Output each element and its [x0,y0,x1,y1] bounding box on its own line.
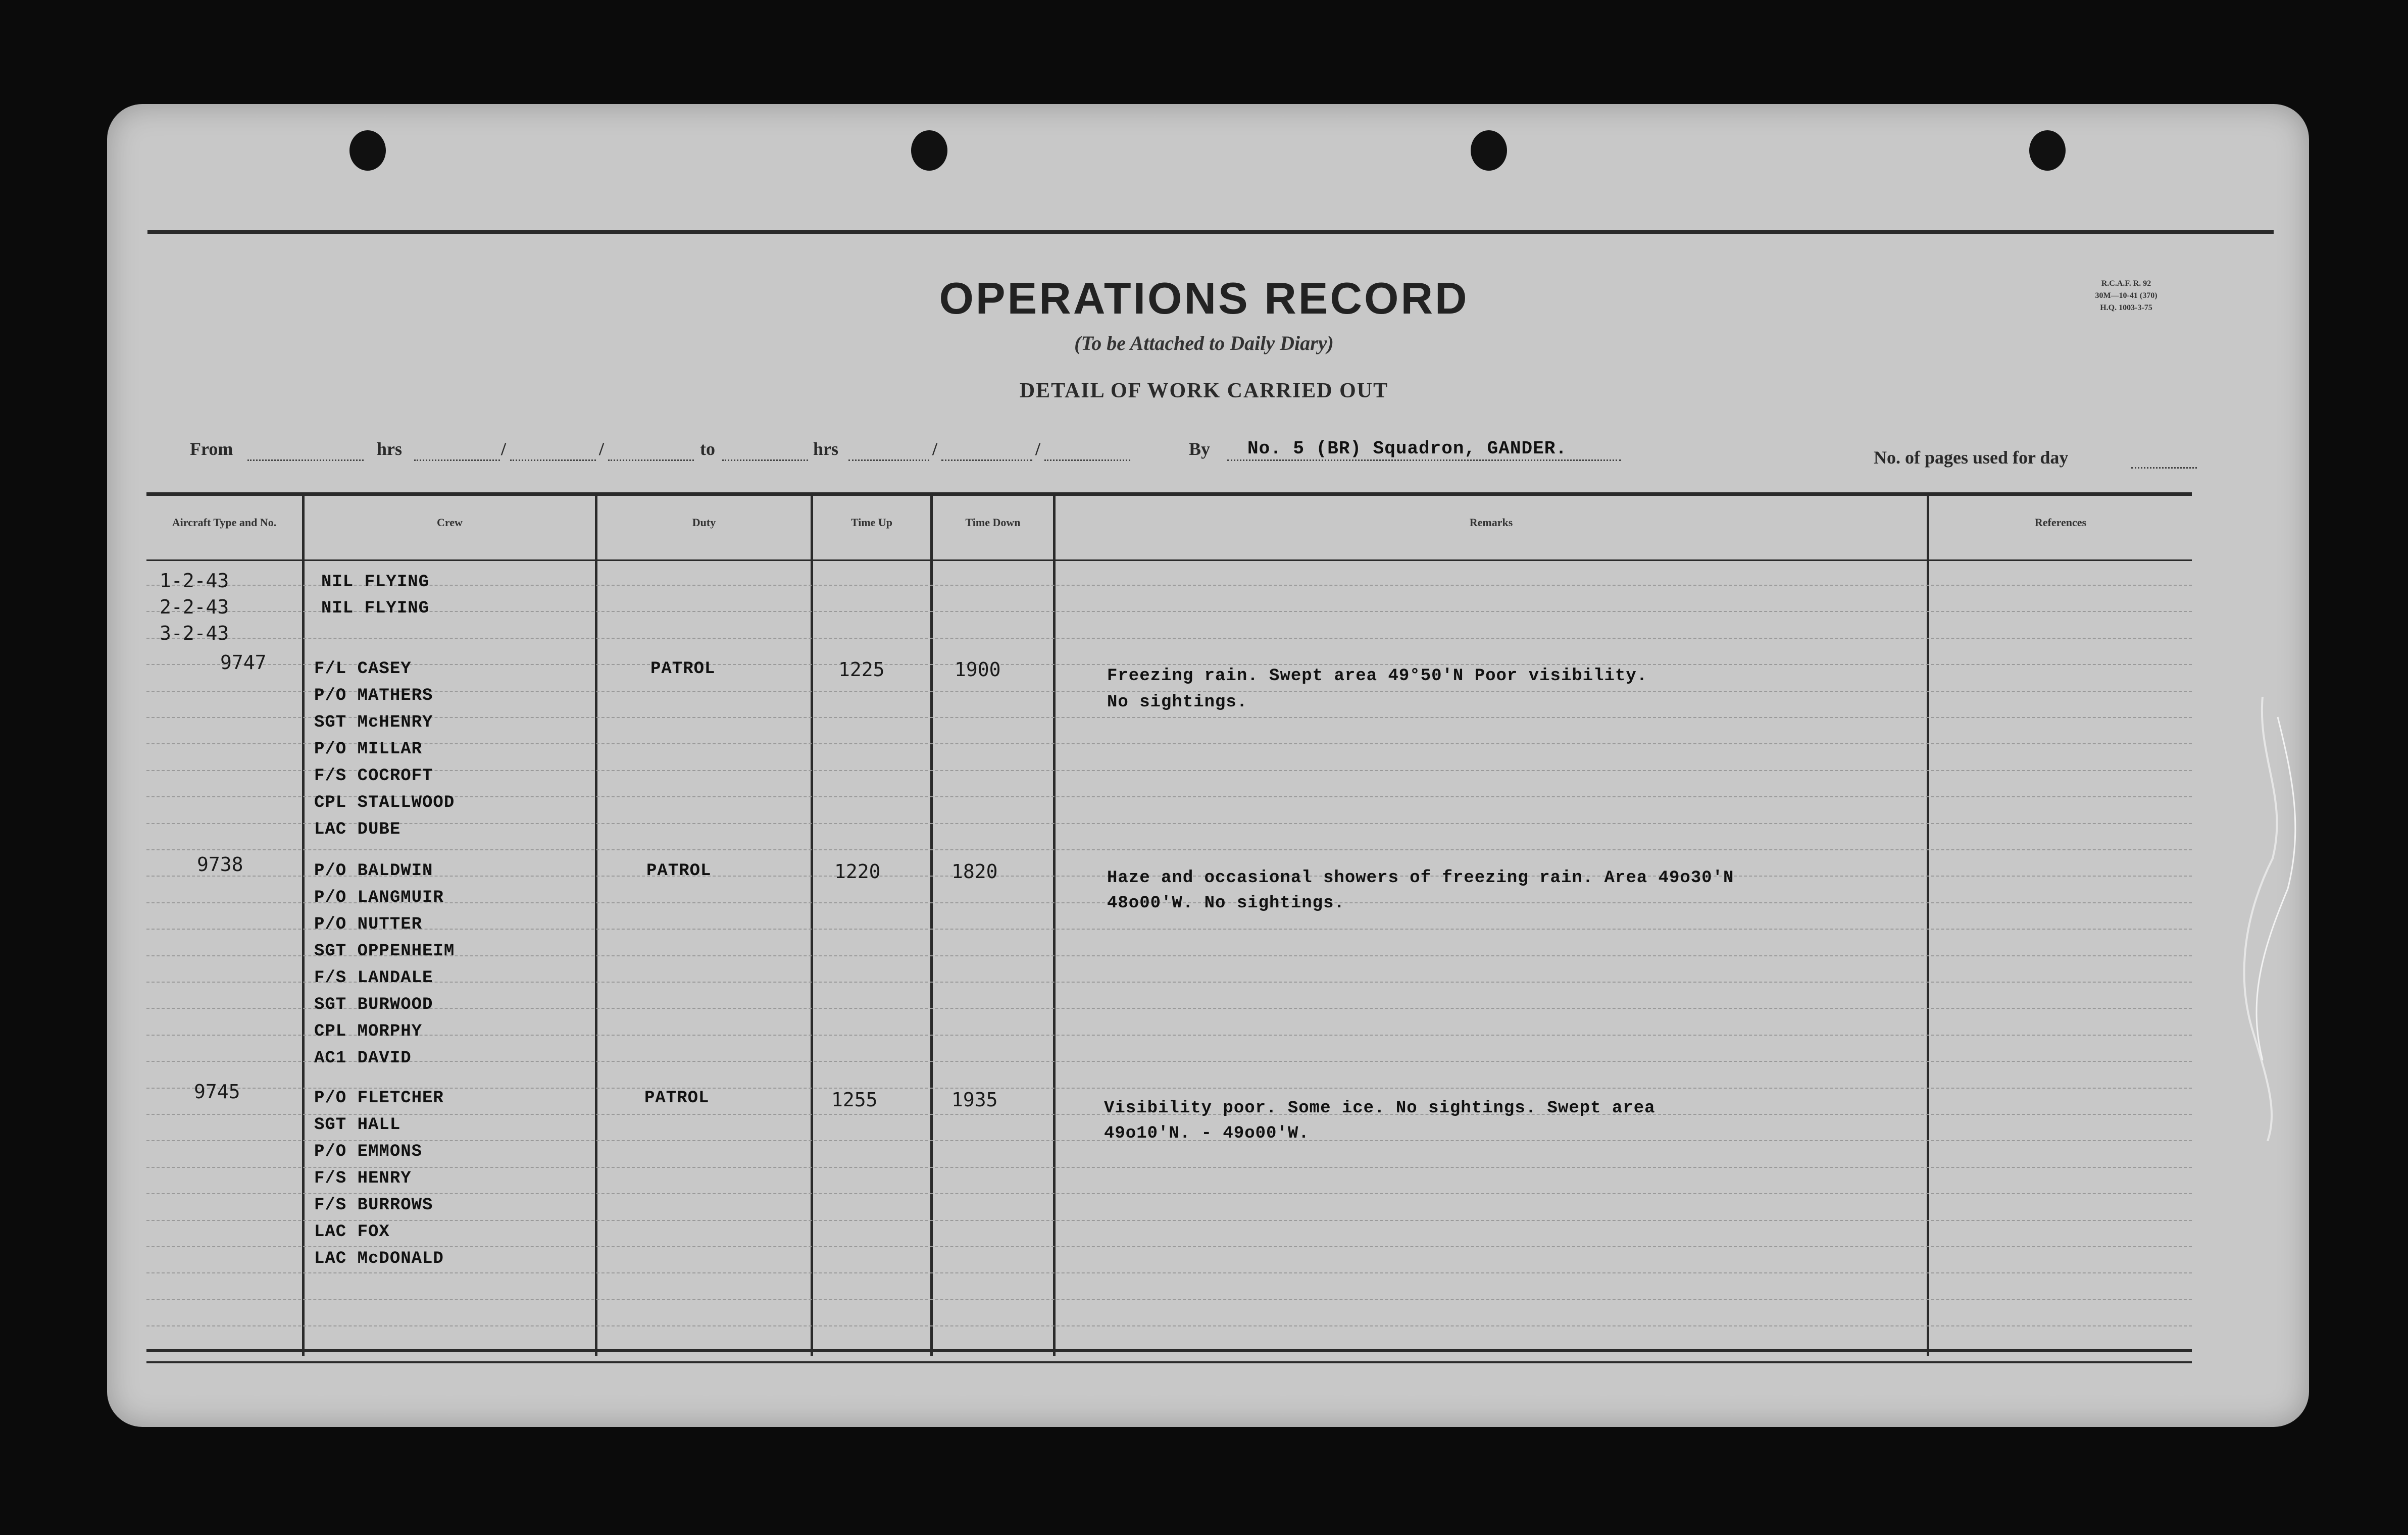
from-label: From [190,439,233,459]
crew-member: F/S BURROWS [314,1196,433,1215]
crew-member: F/S COCROFT [314,766,433,786]
to-label: to [700,439,715,459]
column-header-references: References [2034,516,2087,529]
form-code-line: R.C.A.F. R. 92 [2101,279,2151,288]
ruled-line [146,743,2192,744]
crew-member: P/O NUTTER [314,915,423,934]
crew-member: P/O EMMONS [314,1142,423,1161]
crew-member: F/S LANDALE [314,968,433,988]
slash: / [1035,439,1041,459]
column-header-remarks: Remarks [1469,516,1513,529]
crew-member: P/O MATHERS [314,686,433,705]
crew-member: CPL STALLWOOD [314,793,455,812]
ruled-line [146,982,2192,983]
hrs-label: hrs [813,439,839,459]
form-code [2050,278,2202,314]
column-header-time-down: Time Down [965,516,1021,529]
ruled-line [146,1035,2192,1036]
slash: / [932,439,938,459]
nil-flying-text: NIL FLYING [321,573,430,592]
day-blank [510,459,596,461]
time-down: 1935 [951,1089,998,1111]
punch-hole [349,130,386,171]
column-divider [302,492,305,1356]
ruled-line [146,1167,2192,1168]
nil-date: 3-2-43 [160,622,229,644]
punch-hole [911,130,947,171]
column-divider [1927,492,1929,1356]
ruled-line [146,691,2192,692]
crew-member: SGT HALL [314,1115,401,1135]
crew-member: LAC DUBE [314,820,401,839]
crew-member: SGT McHENRY [314,713,433,732]
column-header-crew: Crew [437,516,463,529]
aircraft-number: 9745 [194,1081,240,1103]
column-header-time-up: Time Up [850,516,893,529]
ruled-line [146,1299,2192,1300]
column-divider [595,492,597,1356]
ruled-line [146,1193,2192,1194]
ruled-line [146,1061,2192,1062]
crew-member: LAC FOX [314,1222,390,1242]
crew-member: F/S HENRY [314,1169,412,1188]
pages-blank [2131,467,2197,469]
ruled-line [146,1008,2192,1009]
time-up: 1225 [838,658,885,681]
remarks-line: 49o10'N. - 49o00'W. [1104,1124,1310,1143]
ruled-line [146,929,2192,930]
remarks-line: 48o00'W. No sightings. [1107,894,1345,913]
time-up: 1255 [831,1089,878,1111]
ruled-line [146,823,2192,824]
by-label: By [1189,439,1211,459]
duty: PATROL [646,861,712,881]
slash: / [501,439,507,459]
squadron-blank [1227,459,1621,461]
ruled-line [146,1325,2192,1326]
ruled-line [146,717,2192,718]
remarks-line: Haze and occasional showers of freezing rain. Area 49o30'N [1107,868,1734,888]
aircraft-number: 9747 [220,651,267,674]
ruled-line [146,638,2192,639]
nil-date: 2-2-43 [160,596,229,618]
crew-member: SGT OPPENHEIM [314,942,455,961]
time-down: 1820 [951,860,998,883]
ruled-line [146,664,2192,665]
remarks-line: Visibility poor. Some ice. No sightings. Swept area [1104,1099,1655,1118]
ruled-line [146,849,2192,850]
remarks-line: Freezing rain. Swept area 49°50'N Poor visibility. [1107,667,1648,686]
section-heading: DETAIL OF WORK CARRIED OUT [1019,379,1389,402]
ruled-line [146,1272,2192,1273]
hrs-blank [414,459,500,461]
punch-hole [2029,130,2066,171]
time-down: 1900 [955,658,1001,681]
month-blank [1044,459,1130,461]
aircraft-number: 9738 [197,853,243,876]
binding-string [2232,697,2308,1141]
nil-flying-text: NIL FLYING [321,599,430,618]
squadron-name: No. 5 (BR) Squadron, GANDER. [1247,438,1567,459]
header-underline [146,559,2192,561]
punch-hole [1471,130,1507,171]
to-blank [722,459,808,461]
crew-member: P/O BALDWIN [314,861,433,881]
crew-member: P/O LANGMUIR [314,888,444,907]
crew-member: CPL MORPHY [314,1022,423,1041]
column-divider [930,492,933,1356]
crew-member: P/O FLETCHER [314,1089,444,1108]
ruled-line [146,611,2192,612]
crew-member: AC1 DAVID [314,1049,412,1068]
form-code-line: 30M—10-41 (370) [2095,291,2158,300]
top-border-line [147,230,2274,234]
hrs-blank [848,459,929,461]
duty: PATROL [644,1089,710,1108]
ruled-line [146,1220,2192,1221]
pages-label: No. of pages used for day [1874,447,2069,468]
crew-member: LAC McDONALD [314,1249,444,1268]
slash: / [599,439,605,459]
day-blank [941,459,1032,461]
page-title: OPERATIONS RECORD [939,273,1469,323]
remarks-line: No sightings. [1107,693,1248,712]
table-bottom-border [146,1361,2192,1363]
time-up: 1220 [834,860,881,883]
column-header-aircraft: Aircraft Type and No. [172,516,277,529]
column-divider [1053,492,1056,1356]
crew-member: F/L CASEY [314,659,412,679]
ruled-line [146,770,2192,771]
ruled-line [146,1088,2192,1089]
form-code-line: H.Q. 1003-3-75 [2100,303,2152,312]
month-blank [608,459,694,461]
table-bottom-border [146,1349,2192,1352]
hrs-label: hrs [377,439,403,459]
column-header-duty: Duty [692,516,716,529]
duty: PATROL [650,659,716,679]
table-top-border [146,492,2192,496]
from-blank [247,459,364,461]
crew-member: P/O MILLAR [314,740,423,759]
ruled-line [146,1246,2192,1247]
page-subtitle: (To be Attached to Daily Diary) [1074,332,1334,354]
ruled-line [146,585,2192,586]
column-divider [811,492,813,1356]
nil-date: 1-2-43 [160,570,229,592]
crew-member: SGT BURWOOD [314,995,433,1014]
